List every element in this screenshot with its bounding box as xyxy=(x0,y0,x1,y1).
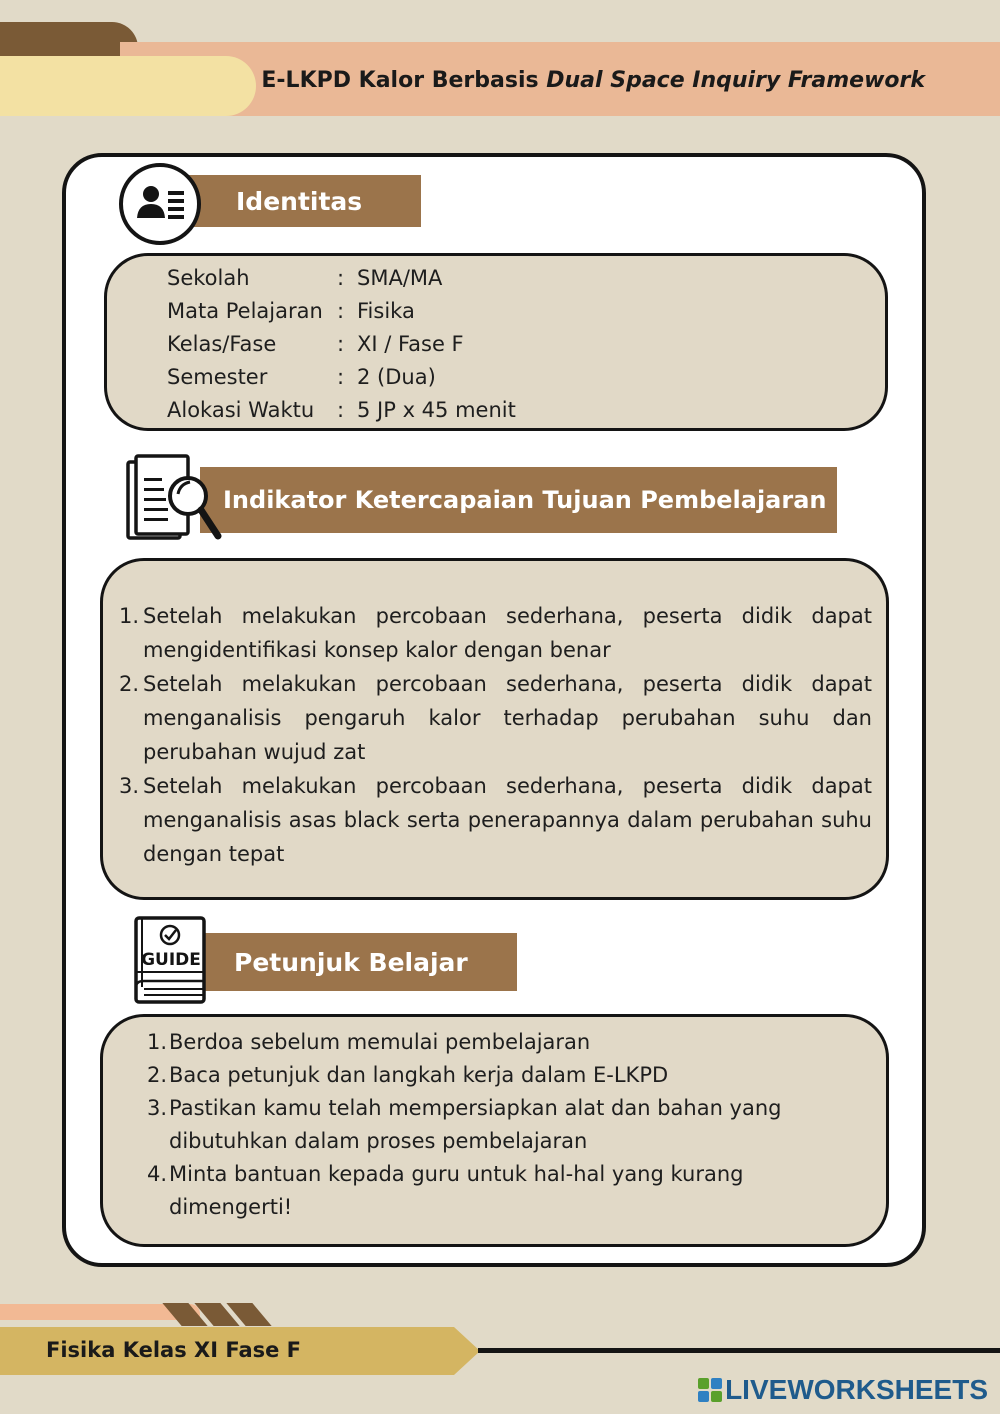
header-decoration-pill xyxy=(0,56,256,116)
list-item-number: 2. xyxy=(119,672,140,696)
list-item-text: Setelah melakukan percobaan sederhana, peserta didik dapat menganalisis pengaruh kalor terhadap perubahan suhu dan perubahan wujud zat xyxy=(143,672,872,764)
indikator-heading-bar xyxy=(200,467,837,533)
page-title-main: E-LKPD Kalor Berbasis xyxy=(261,68,547,93)
identitas-label: Kelas/Fase xyxy=(167,332,277,356)
identitas-value: XI / Fase F xyxy=(357,332,464,356)
petunjuk-heading-bar xyxy=(200,933,517,991)
list-item-text: Berdoa sebelum memulai pembelajaran xyxy=(169,1030,591,1054)
list-item-text: Setelah melakukan percobaan sederhana, peserta didik dapat mengidentifikasi konsep kalor dengan benar xyxy=(143,604,872,662)
liveworksheets-logo-icon xyxy=(698,1378,722,1402)
indikator-heading: Indikator Ketercapaian Tujuan Pembelajaran xyxy=(223,486,827,514)
identitas-value: SMA/MA xyxy=(357,266,443,290)
list-item xyxy=(147,1059,862,1092)
guide-book-icon-text: GUIDE xyxy=(141,950,201,970)
petunjuk-list xyxy=(147,1026,862,1224)
identitas-colon: : xyxy=(337,299,345,323)
list-item xyxy=(147,1026,862,1059)
list-item-number: 1. xyxy=(147,1030,168,1054)
identitas-row xyxy=(167,262,885,295)
identitas-value: Fisika xyxy=(357,299,415,323)
liveworksheets-brand: LIVEWORKSHEETS xyxy=(725,1374,988,1405)
footer-divider xyxy=(478,1348,1000,1353)
identitas-value: 2 (Dua) xyxy=(357,365,436,389)
petunjuk-heading: Petunjuk Belajar xyxy=(234,947,468,977)
identitas-colon: : xyxy=(337,398,345,422)
identitas-label: Alokasi Waktu xyxy=(167,398,315,422)
list-item xyxy=(119,599,872,667)
list-item-text: Baca petunjuk dan langkah kerja dalam E-LKPD xyxy=(169,1063,669,1087)
list-item-number: 1. xyxy=(119,604,140,628)
identitas-row xyxy=(167,361,885,394)
list-item-text: Setelah melakukan percobaan sederhana, peserta didik dapat menganalisis asas black serta penerapannya dalam perubahan suhu dengan tepat xyxy=(143,774,872,866)
indikator-list xyxy=(119,599,872,871)
page-title xyxy=(261,68,925,93)
list-item xyxy=(147,1092,862,1158)
liveworksheets-logo[interactable] xyxy=(698,1374,988,1406)
guide-book-icon xyxy=(132,915,208,1007)
list-item-text: Minta bantuan kepada guru untuk hal-hal yang kurang dimengerti! xyxy=(169,1162,744,1219)
indikator-box xyxy=(100,558,889,900)
footer-label: Fisika Kelas XI Fase F xyxy=(46,1338,302,1362)
identitas-heading-bar xyxy=(176,175,421,227)
identitas-row xyxy=(167,328,885,361)
identitas-colon: : xyxy=(337,266,345,290)
identitas-row xyxy=(167,295,885,328)
petunjuk-box xyxy=(100,1014,889,1247)
list-item-number: 2. xyxy=(147,1063,168,1087)
identitas-value: 5 JP x 45 menit xyxy=(357,398,516,422)
identitas-label: Sekolah xyxy=(167,266,250,290)
identitas-colon: : xyxy=(337,332,345,356)
identitas-box xyxy=(104,253,888,431)
page-title-italic: Dual Space Inquiry Framework xyxy=(546,68,925,93)
identitas-row xyxy=(167,394,885,427)
identitas-label: Mata Pelajaran xyxy=(167,299,323,323)
document-search-icon xyxy=(124,452,224,544)
id-card-icon xyxy=(118,162,202,246)
list-item xyxy=(147,1158,862,1224)
list-item-text: Pastikan kamu telah mempersiapkan alat dan bahan yang dibutuhkan dalam proses pembelajaran xyxy=(169,1096,782,1153)
list-item xyxy=(119,667,872,769)
identitas-heading: Identitas xyxy=(236,186,363,216)
list-item-number: 3. xyxy=(119,774,140,798)
list-item-number: 3. xyxy=(147,1096,168,1120)
identitas-label: Semester xyxy=(167,365,268,389)
list-item-number: 4. xyxy=(147,1162,168,1186)
identitas-colon: : xyxy=(337,365,345,389)
list-item xyxy=(119,769,872,871)
